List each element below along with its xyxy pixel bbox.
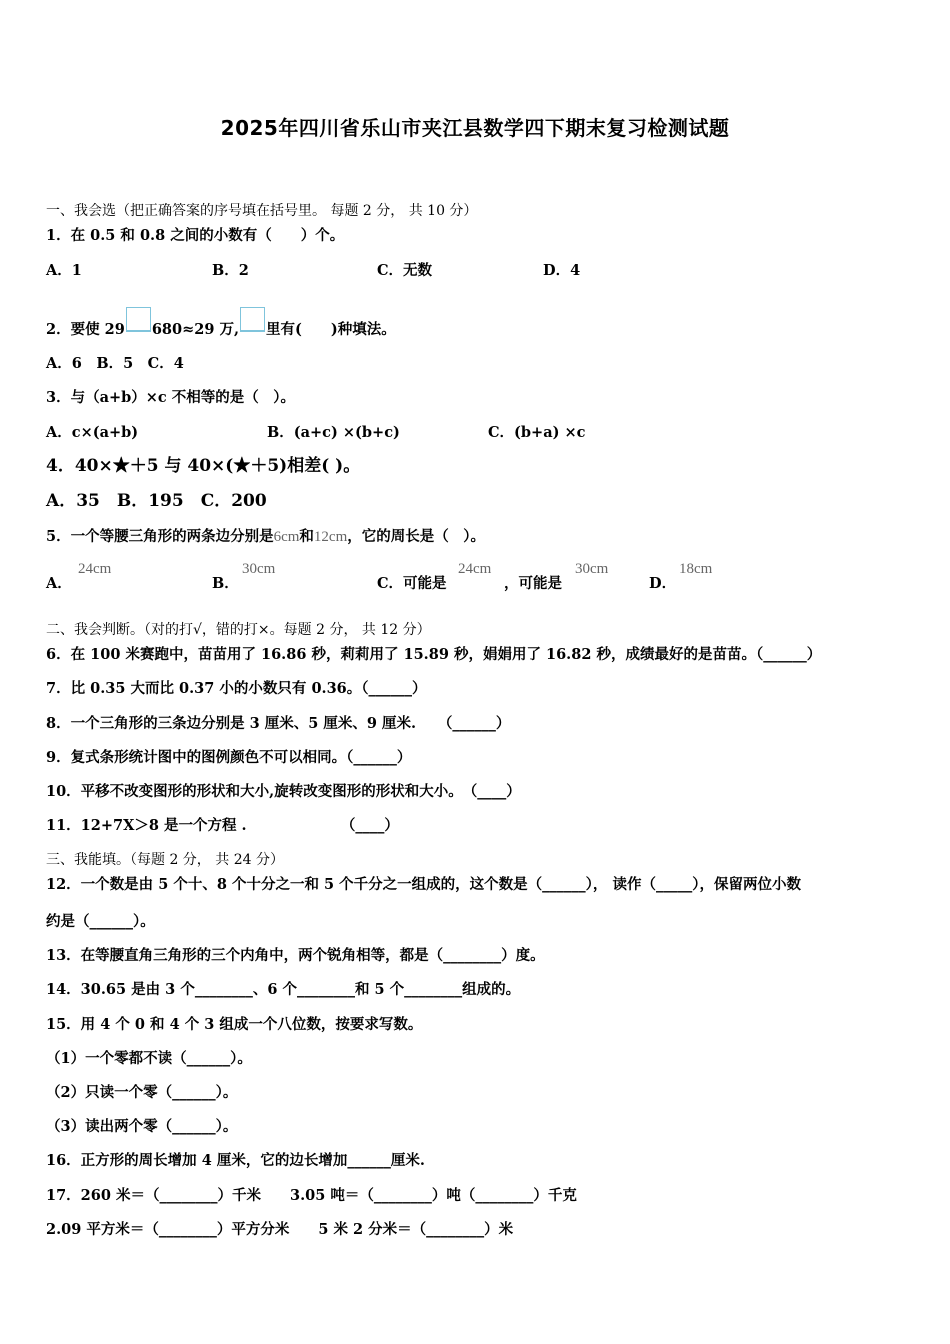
page-title: 2025年四川省乐山市夹江县数学四下期末复习检测试题: [220, 116, 730, 140]
question-4: 4．40×★＋5 与 40×(★＋5)相差( )。: [46, 456, 361, 476]
question-12: 12．一个数是由 5 个十、8 个十分之一和 5 个千分之一组成的，这个数是（______）， 读作（_____），保留两位小数: [46, 876, 801, 893]
question-3: 3．与（a+b）×c 不相等的是（ ）。: [46, 389, 296, 406]
q5-option-a-value: 24cm: [78, 561, 112, 577]
q1-option-a: A．1: [46, 262, 82, 279]
question-6: 6．在 100 米赛跑中，苗苗用了 16.86 秒，莉莉用了 15.89 秒，娟娟用了 16.82 秒，成绩最好的是苗苗。（______）: [46, 646, 822, 663]
q5-stem-c: ，它的周长是（ ）。: [347, 528, 485, 545]
q5-option-d-value: 18cm: [679, 561, 713, 577]
question-15-2: （2）只读一个零（______）。: [46, 1084, 238, 1101]
question-8: 8．一个三角形的三条边分别是 3 厘米、5 厘米、9 厘米. （______）: [46, 715, 511, 732]
question-12-cont: 约是（______）。: [46, 913, 155, 930]
question-15: 15．用 4 个 0 和 4 个 3 组成一个八位数，按要求写数。: [46, 1016, 423, 1033]
q5-stem-a: 5．一个等腰三角形的两条边分别是: [46, 528, 274, 545]
question-17: 17．260 米＝（________）千米 3.05 吨＝（________）吨（________）千克: [46, 1187, 577, 1204]
q3-option-a: A．c×(a+b): [46, 424, 139, 441]
q1-option-c: C．无数: [377, 262, 433, 279]
q5-option-c-value: 24cm: [458, 561, 492, 577]
q5-length-1: 6cm: [273, 529, 300, 545]
section-2-header: 二、我会判断。（对的打√，错的打×。每题 2 分， 共 12 分）: [46, 622, 431, 638]
q1-option-d: D．4: [543, 262, 581, 279]
question-13: 13．在等腰直角三角形的三个内角中，两个锐角相等，都是（________）度。: [46, 947, 545, 964]
q4-options: A．35 B．195 C．200: [46, 491, 267, 511]
section-3-header: 三、我能填。（每题 2 分， 共 24 分）: [46, 852, 284, 868]
q5-option-c-cont: ，可能是: [504, 575, 562, 592]
q3-option-c: C．(b+a) ×c: [488, 424, 586, 441]
q3-option-b: B．(a+c) ×(b+c): [267, 424, 400, 441]
question-17-cont: 2.09 平方米＝（________）平方分米 5 米 2 分米＝（________）米: [46, 1221, 514, 1238]
q5-stem-b: 和: [299, 528, 314, 545]
question-7: 7．比 0.35 大而比 0.37 小的小数只有 0.36。（______）: [46, 680, 427, 697]
question-14: 14．30.65 是由 3 个________、6 个________和 5 个________组成的。: [46, 981, 521, 998]
q2-stem-c: 里有( )种填法。: [266, 321, 396, 338]
question-9: 9．复式条形统计图中的图例颜色不可以相同。（______）: [46, 749, 412, 766]
q2-stem-a: 2．要使 29: [46, 321, 125, 338]
question-16: 16．正方形的周长增加 4 厘米，它的边长增加______厘米.: [46, 1152, 425, 1169]
q5-length-2: 12cm: [313, 529, 348, 545]
q2-stem-b: 680≈29 万,: [151, 321, 240, 338]
q1-option-b: B．2: [212, 262, 249, 279]
q5-option-c: C．可能是: [377, 575, 447, 592]
question-2: [46, 307, 396, 340]
blank-box[interactable]: [126, 307, 151, 332]
blank-box[interactable]: [240, 307, 265, 332]
question-5: [46, 527, 485, 547]
q5-option-b-value: 30cm: [242, 561, 276, 577]
q5-option-d: D．: [649, 575, 677, 592]
question-10: 10．平移不改变图形的形状和大小,旋转改变图形的形状和大小。 （____）: [46, 783, 521, 800]
section-1-header: 一、我会选（把正确答案的序号填在括号里。 每题 2 分， 共 10 分）: [46, 203, 478, 219]
question-1: 1．在 0.5 和 0.8 之间的小数有（ ）个。: [46, 227, 345, 244]
question-11: 11．12+7X＞8 是一个方程 . （____）: [46, 817, 399, 834]
q5-option-c-value-2: 30cm: [575, 561, 609, 577]
q5-option-a: A．: [46, 575, 72, 592]
question-15-1: （1）一个零都不读（______）。: [46, 1050, 252, 1067]
q5-option-b: B．: [212, 575, 239, 592]
q2-options: A．6 B．5 C．4: [46, 355, 184, 372]
question-15-3: （3）读出两个零（______）。: [46, 1118, 238, 1135]
